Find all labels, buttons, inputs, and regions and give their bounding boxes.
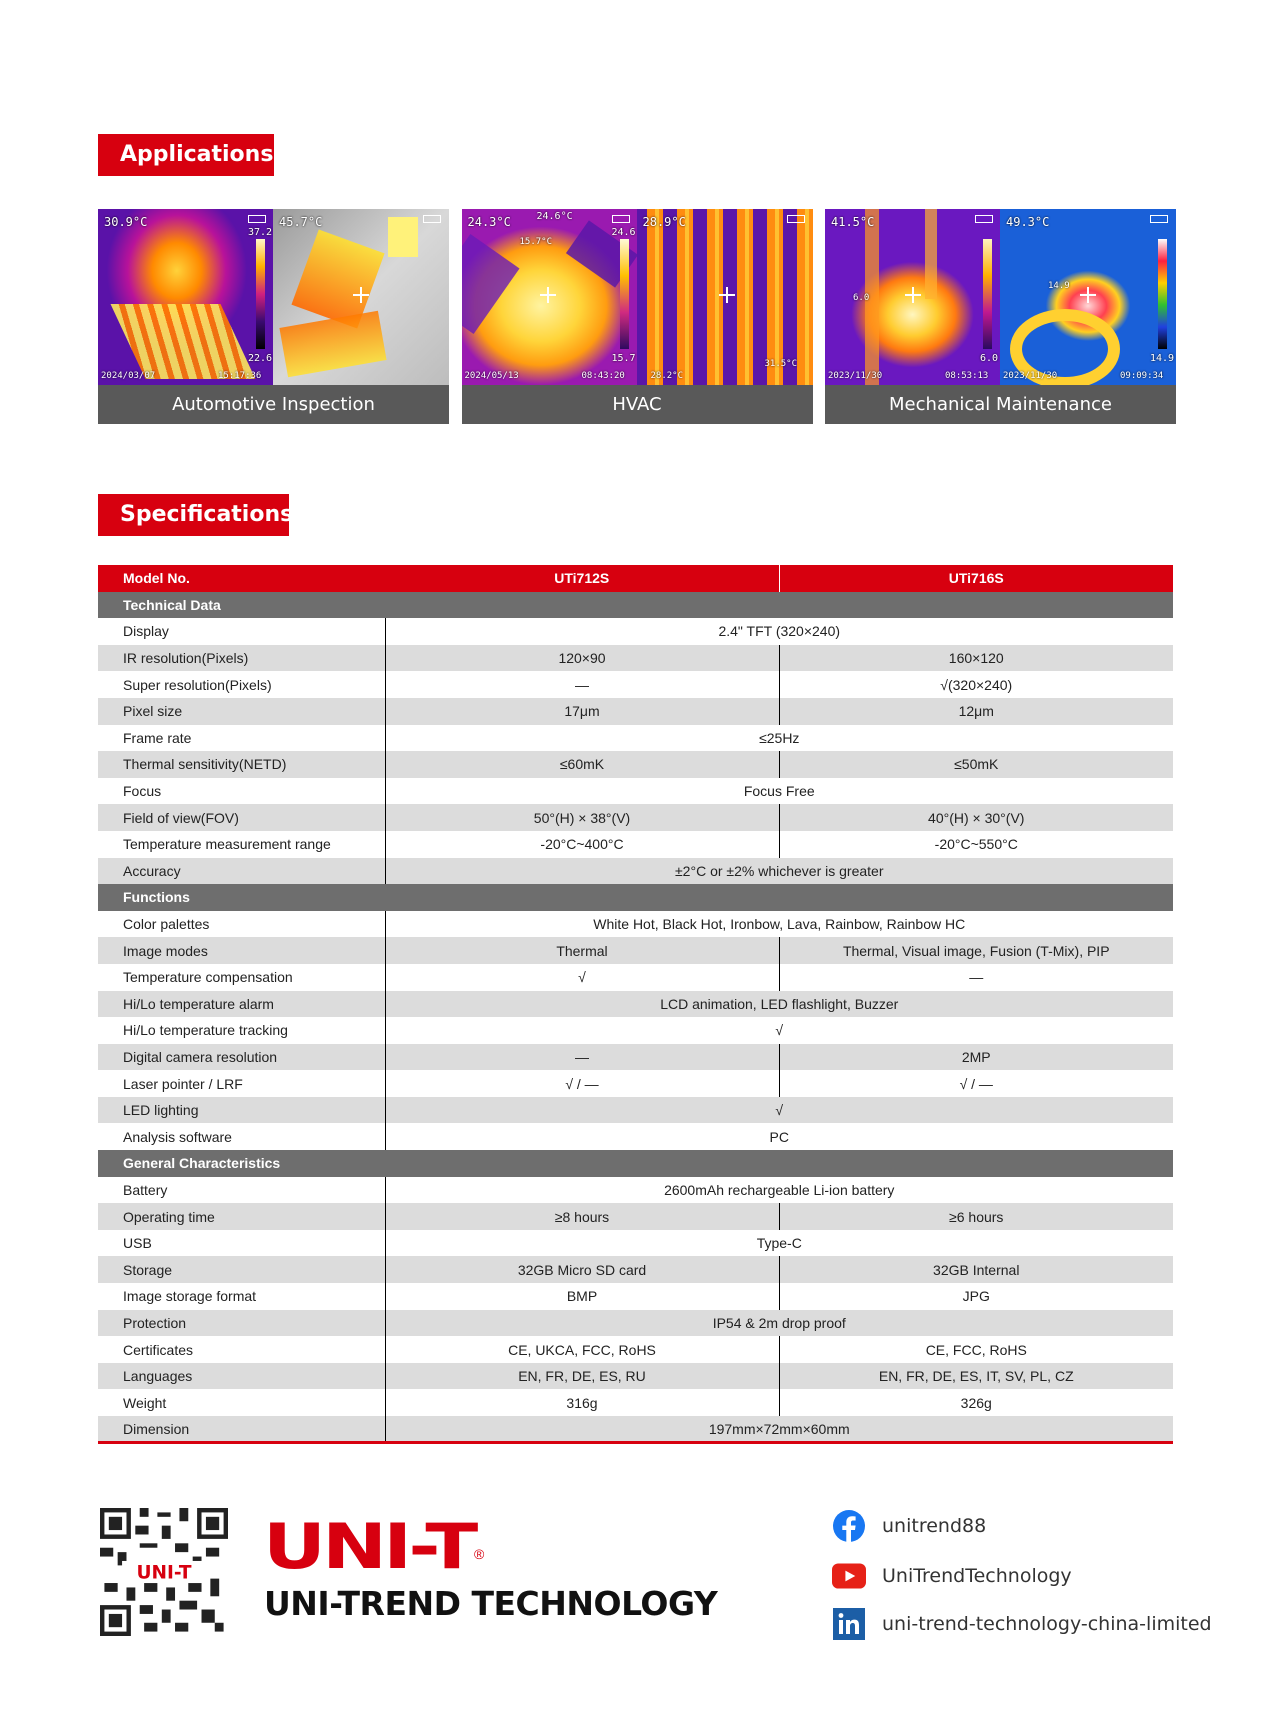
crosshair-icon xyxy=(540,287,556,303)
linkedin-handle: uni-trend-technology-china-limited xyxy=(882,1613,1212,1635)
table-row xyxy=(98,698,1173,725)
battery-icon xyxy=(1150,215,1168,223)
spec-value-uti716s: √(320×240) xyxy=(940,676,1013,693)
capture-date: 2024/05/13 xyxy=(464,371,519,381)
spec-value-uti712s: — xyxy=(385,1044,779,1071)
spec-value-uti716s: 2MP xyxy=(779,1044,1173,1071)
thermal-pane-ironbow xyxy=(98,209,273,385)
table-row xyxy=(98,964,1173,991)
spec-label: Weight xyxy=(98,1389,385,1416)
spec-value-uti712s: -20°C~400°C xyxy=(385,831,779,858)
spec-value-shared: White Hot, Black Hot, Ironbow, Lava, Rainbow, Rainbow HC xyxy=(593,916,966,933)
application-caption: Automotive Inspection xyxy=(98,385,449,424)
spec-value-uti716s: Thermal, Visual image, Fusion (T-Mix), PIP xyxy=(779,937,1173,964)
spec-value-shared: √ xyxy=(385,1097,1173,1124)
youtube-icon xyxy=(832,1559,866,1593)
spec-label: Laser pointer / LRF xyxy=(98,1070,385,1097)
spec-label: Thermal sensitivity(NETD) xyxy=(98,751,385,778)
table-row xyxy=(98,937,1173,964)
application-card-mechanical xyxy=(825,209,1176,424)
svg-text:UNI-T: UNI-T xyxy=(136,1562,192,1584)
spec-value-uti712s: BMP xyxy=(385,1283,779,1310)
spec-label: IR resolution(Pixels) xyxy=(98,645,385,672)
table-row xyxy=(98,1310,1173,1337)
spec-value-shared: LCD animation, LED flashlight, Buzzer xyxy=(385,991,1173,1018)
spec-value-uti712s: CE, UKCA, FCC, RoHS xyxy=(385,1336,779,1363)
application-caption: HVAC xyxy=(462,385,813,424)
application-caption: Mechanical Maintenance xyxy=(825,385,1176,424)
spec-label: Languages xyxy=(98,1363,385,1390)
table-row xyxy=(98,751,1173,778)
spec-label: Focus xyxy=(98,778,385,805)
table-row xyxy=(98,1123,1173,1150)
spec-label: Temperature measurement range xyxy=(98,831,385,858)
spec-label: Storage xyxy=(98,1256,385,1283)
capture-time: 08:43:20 xyxy=(581,371,625,381)
spec-value-uti716s: 32GB Internal xyxy=(779,1256,1173,1283)
spec-value-uti712s: √ / — xyxy=(385,1070,779,1097)
spec-value-shared: 2.4" TFT (320×240) xyxy=(718,623,841,640)
table-row xyxy=(98,1017,1173,1044)
spec-value-shared: ±2°C or ±2% whichever is greater xyxy=(385,858,1173,885)
spec-label: Super resolution(Pixels) xyxy=(98,671,385,698)
spec-label: Certificates xyxy=(98,1336,385,1363)
crosshair-icon xyxy=(905,287,921,303)
spec-value-uti712s: √ xyxy=(385,964,779,991)
spot-temperature: 49.3°C xyxy=(1006,215,1050,229)
spec-value-shared: Focus Free xyxy=(743,783,815,800)
spec-value-shared: 2600mAh rechargeable Li-ion battery xyxy=(664,1181,895,1198)
spec-group-title: Technical Data xyxy=(98,592,1173,619)
spot-temperature: 45.7°C xyxy=(279,215,323,229)
table-row xyxy=(98,1044,1173,1071)
table-row xyxy=(98,1177,1173,1204)
thermal-pane-floor-heating xyxy=(637,209,813,385)
spec-label: Image modes xyxy=(98,937,385,964)
table-row xyxy=(98,618,1173,645)
spec-label: Color palettes xyxy=(98,911,385,938)
spec-value-uti712s: 316g xyxy=(385,1389,779,1416)
facebook-icon xyxy=(832,1509,866,1543)
applications-heading: Applications xyxy=(98,134,274,176)
color-scale-bar xyxy=(1158,239,1167,349)
thermal-image-mechanical xyxy=(825,209,1176,385)
thermal-pane-ceiling-vent xyxy=(462,209,637,385)
spec-value-uti716s: 326g xyxy=(960,1394,992,1411)
spec-label: Operating time xyxy=(98,1203,385,1230)
linkedin-icon xyxy=(832,1607,866,1641)
table-row xyxy=(98,1256,1173,1283)
scale-max: 24.6 xyxy=(611,227,636,238)
scale-min: 22.6 xyxy=(248,353,273,364)
model-header-uti716s: UTi716S xyxy=(779,565,1173,592)
table-row xyxy=(98,1363,1173,1390)
thermal-pane-fusion xyxy=(273,209,449,385)
spec-label: Image storage format xyxy=(98,1283,385,1310)
spec-value-shared: Type-C xyxy=(756,1235,802,1252)
battery-icon xyxy=(612,215,630,223)
spec-group-title: Functions xyxy=(98,884,1173,911)
table-row xyxy=(98,1097,1173,1124)
table-row xyxy=(98,1203,1173,1230)
table-row xyxy=(98,1389,1173,1416)
table-row xyxy=(98,778,1173,805)
battery-icon xyxy=(423,215,441,223)
table-row xyxy=(98,1230,1173,1257)
company-name: UNI-TREND TECHNOLOGY xyxy=(264,1584,718,1623)
spec-label: Analysis software xyxy=(98,1123,385,1150)
spec-value-uti716s: EN, FR, DE, ES, IT, SV, PL, CZ xyxy=(779,1363,1173,1390)
specifications-heading: Specifications xyxy=(98,494,289,536)
spec-label: Hi/Lo temperature tracking xyxy=(98,1017,385,1044)
battery-icon xyxy=(975,215,993,223)
thermal-image-automotive xyxy=(98,209,449,385)
spec-label: Digital camera resolution xyxy=(98,1044,385,1071)
spec-label: Pixel size xyxy=(98,698,385,725)
spec-value-uti716s: 40°(H) × 30°(V) xyxy=(779,804,1173,831)
hot-spot-label: 24.6°C xyxy=(536,211,573,222)
registered-mark: ® xyxy=(474,1546,485,1562)
thermal-pane-motor xyxy=(825,209,1000,385)
spec-group-header xyxy=(98,884,1173,911)
color-scale-bar xyxy=(983,239,992,349)
spec-value-shared: 197mm×72mm×60mm xyxy=(385,1416,1173,1443)
spec-label: Temperature compensation xyxy=(98,964,385,991)
spec-group-title: General Characteristics xyxy=(98,1150,1173,1177)
social-link-linkedin[interactable] xyxy=(832,1606,1212,1642)
facebook-handle: unitrend88 xyxy=(882,1515,987,1537)
spec-group-header xyxy=(98,1150,1173,1177)
table-row xyxy=(98,1416,1173,1443)
capture-time: 09:09:34 xyxy=(1120,371,1164,381)
scale-min: 6.0 xyxy=(980,353,999,364)
spec-value-uti712s: EN, FR, DE, ES, RU xyxy=(385,1363,779,1390)
uni-t-logo: UNI-T xyxy=(263,1510,475,1583)
footer xyxy=(0,1500,1276,1670)
application-card-hvac xyxy=(462,209,813,424)
spec-label: Display xyxy=(98,618,385,645)
spec-value-shared: PC xyxy=(769,1128,789,1145)
capture-time: 08:53:13 xyxy=(945,371,989,381)
spec-value-shared: IP54 & 2m drop proof xyxy=(385,1310,1173,1337)
crosshair-icon xyxy=(353,287,369,303)
color-scale-bar xyxy=(620,239,629,349)
table-row xyxy=(98,991,1173,1018)
cold-spot-label: 15.7°C xyxy=(519,237,553,247)
table-row xyxy=(98,671,1173,698)
spec-value-uti716s: ≤50mK xyxy=(779,751,1173,778)
spec-label: Dimension xyxy=(98,1416,385,1443)
capture-date: 2023/11/30 xyxy=(828,371,883,381)
spec-value-shared: √ xyxy=(775,1022,784,1039)
thermal-pane-motor-rainbow xyxy=(1000,209,1176,385)
spec-label: LED lighting xyxy=(98,1097,385,1124)
crosshair-icon xyxy=(1080,287,1096,303)
specifications-table xyxy=(98,565,1173,1444)
spot-label: 14.9 xyxy=(1048,281,1070,291)
spec-label: Battery xyxy=(98,1177,385,1204)
spec-label: USB xyxy=(98,1230,385,1257)
model-label-header: Model No. xyxy=(98,565,385,592)
crosshair-icon xyxy=(719,287,735,303)
table-row xyxy=(98,831,1173,858)
spec-value-uti716s: 160×120 xyxy=(779,645,1173,672)
youtube-handle: UniTrendTechnology xyxy=(882,1565,1072,1587)
applications-gallery xyxy=(98,209,1176,424)
table-row xyxy=(98,645,1173,672)
battery-icon xyxy=(248,215,266,223)
spec-value-uti712s: 120×90 xyxy=(385,645,779,672)
spec-value-uti716s: — xyxy=(969,969,984,986)
table-row xyxy=(98,725,1173,752)
table-row xyxy=(98,911,1173,938)
spec-value-uti716s: √ / — xyxy=(959,1075,993,1092)
spec-label: Hi/Lo temperature alarm xyxy=(98,991,385,1018)
spec-value-uti712s: 50°(H) × 38°(V) xyxy=(385,804,779,831)
spot-temperature: 24.3°C xyxy=(467,215,511,229)
spot-temperature: 28.9°C xyxy=(642,215,686,229)
social-link-facebook[interactable] xyxy=(832,1508,986,1544)
spec-value-uti716s: 12μm xyxy=(779,698,1173,725)
spec-value-uti712s: ≥8 hours xyxy=(385,1203,779,1230)
social-link-youtube[interactable] xyxy=(832,1558,1072,1594)
scale-min: 14.9 xyxy=(1150,353,1175,364)
thermal-image-hvac xyxy=(462,209,813,385)
spec-value-uti712s: 32GB Micro SD card xyxy=(385,1256,779,1283)
hot-spot-label: 31.5°C xyxy=(764,359,798,369)
capture-date: 2024/03/07 xyxy=(101,371,156,381)
battery-icon xyxy=(787,215,805,223)
table-row xyxy=(98,858,1173,885)
table-row xyxy=(98,1336,1173,1363)
application-card-automotive xyxy=(98,209,449,424)
spec-group-header xyxy=(98,592,1173,619)
table-row xyxy=(98,1283,1173,1310)
spec-value-uti712s: — xyxy=(385,671,779,698)
capture-date: 2023/11/30 xyxy=(1003,371,1058,381)
spec-value-uti712s: ≤60mK xyxy=(385,751,779,778)
spec-value-uti712s: Thermal xyxy=(385,937,779,964)
spec-label: Accuracy xyxy=(98,858,385,885)
qr-code[interactable] xyxy=(100,1508,228,1636)
cold-spot-label: 28.2°C xyxy=(650,371,684,381)
color-scale-bar xyxy=(256,239,265,349)
spec-value-uti712s: 17μm xyxy=(385,698,779,725)
capture-time: 15:17:36 xyxy=(218,371,262,381)
cold-spot-label: 6.0 xyxy=(853,293,870,303)
spec-label: Protection xyxy=(98,1310,385,1337)
spec-value-uti716s: -20°C~550°C xyxy=(934,836,1018,853)
spec-value-uti716s: JPG xyxy=(962,1288,990,1305)
scale-min: 15.7 xyxy=(611,353,636,364)
spec-label: Field of view(FOV) xyxy=(98,804,385,831)
table-row xyxy=(98,804,1173,831)
table-header-row xyxy=(98,565,1173,592)
spec-value-uti716s: CE, FCC, RoHS xyxy=(925,1341,1027,1358)
model-header-uti712s: UTi712S xyxy=(385,565,779,592)
spot-temperature: 41.5°C xyxy=(831,215,875,229)
table-row xyxy=(98,1070,1173,1097)
spec-label: Frame rate xyxy=(98,725,385,752)
spot-temperature: 30.9°C xyxy=(104,215,148,229)
spec-value-shared: ≤25Hz xyxy=(759,729,800,746)
spec-value-uti716s: ≥6 hours xyxy=(779,1203,1173,1230)
scale-max: 37.2 xyxy=(248,227,273,238)
